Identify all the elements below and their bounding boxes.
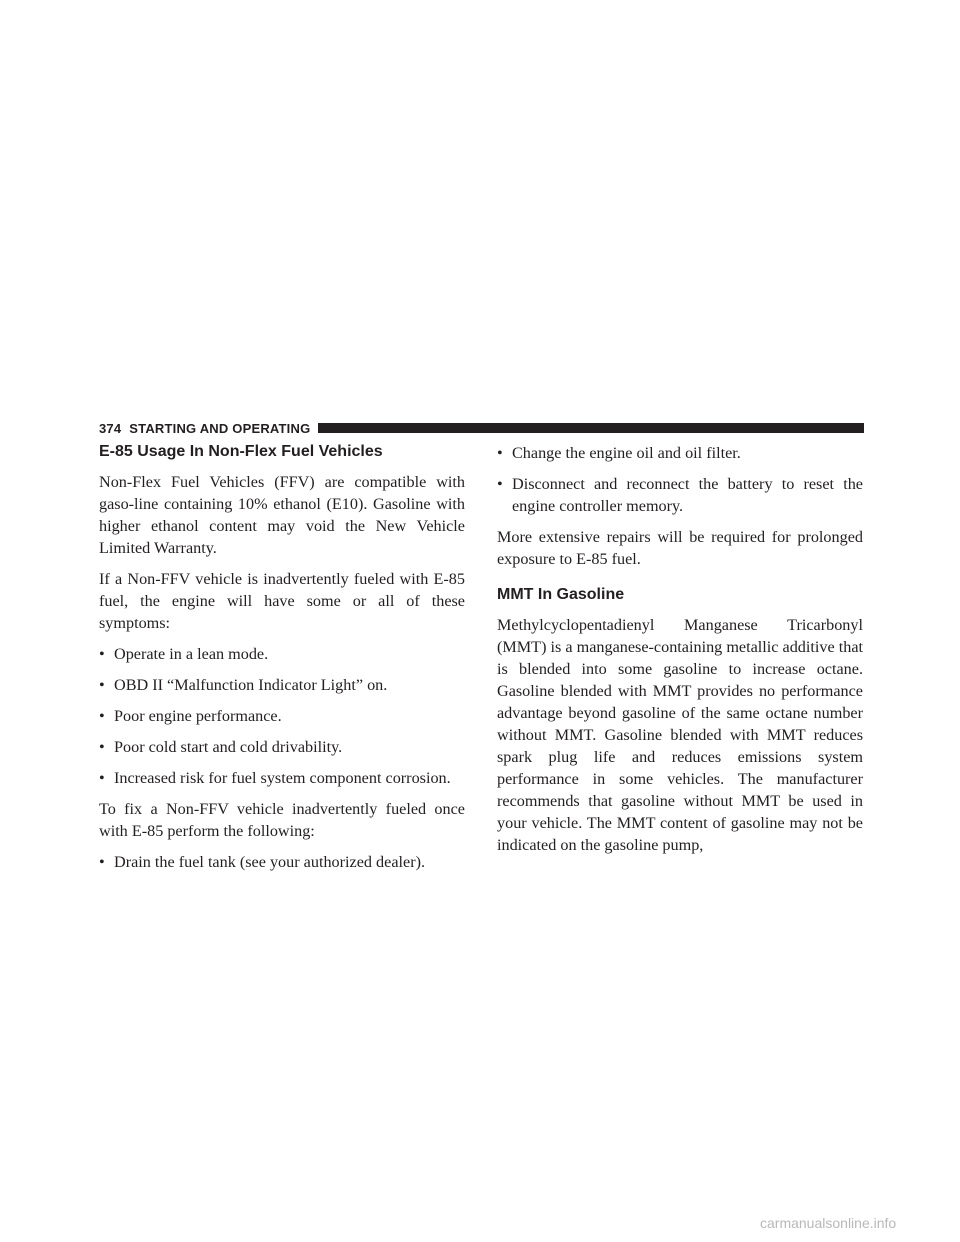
symptom-list-item — [99, 767, 465, 789]
symptom-text: Operate in a lean mode. — [114, 645, 269, 663]
symptom-text: OBD II “Malfunction Indicator Light” on. — [114, 676, 388, 694]
bullet-icon: • — [497, 444, 503, 462]
symptom-text: Poor cold start and cold drivability. — [114, 738, 343, 756]
watermark: carmanualsonline.info — [760, 1215, 897, 1231]
page-header — [99, 418, 864, 438]
mmt-paragraph: Methylcyclopentadienyl Manganese Tricarbonyl (MMT) is a manganese-containing metallic additive that is blended into some gasoline to increase octane. Gasoline blended with MMT provides no performance advantage beyond gasoline of the same octane number without MMT. Gasoline blended with MMT reduces spark plug life and reduces emissions system performance in some vehicles. The manufacturer recommends that gasoline without MMT be used in your vehicle. The MMT content of gasoline may not be indicated on the gasoline pump, — [497, 616, 863, 854]
bullet-icon: • — [497, 475, 503, 493]
right-column — [497, 442, 863, 865]
symptom-text: Increased risk for fuel system component corrosion. — [114, 769, 451, 787]
e85-intro-paragraph: Non-Flex Fuel Vehicles (FFV) are compatible with gaso-line containing 10% ethanol (E10). Gasoline with higher ethanol content may void the New Vehicle Limited Warranty. — [99, 473, 465, 557]
symptom-list-item — [99, 674, 465, 696]
e85-symptoms-intro: If a Non-FFV vehicle is inadvertently fueled with E-85 fuel, the engine will have some or all of these symptoms: — [99, 570, 465, 632]
fix-step-text: Disconnect and reconnect the battery to reset the engine controller memory. — [512, 475, 863, 515]
e85-exposure-paragraph: More extensive repairs will be required for prolonged exposure to E-85 fuel. — [497, 528, 863, 568]
fix-step-list-item — [497, 442, 863, 464]
header-rule — [318, 423, 864, 433]
fix-step-text: Drain the fuel tank (see your authorized dealer). — [114, 853, 426, 871]
symptom-text: Poor engine performance. — [114, 707, 282, 725]
bullet-icon: • — [99, 676, 105, 694]
symptom-list-item — [99, 643, 465, 665]
section-title: STARTING AND OPERATING — [129, 420, 311, 436]
bullet-icon: • — [99, 707, 105, 725]
mmt-heading: MMT In Gasoline — [497, 586, 625, 603]
e85-heading: E-85 Usage In Non-Flex Fuel Vehicles — [99, 443, 383, 460]
fix-step-list-item — [99, 851, 465, 873]
bullet-icon: • — [99, 769, 105, 787]
bullet-icon: • — [99, 645, 105, 663]
bullet-icon: • — [99, 853, 105, 871]
symptom-list-item — [99, 736, 465, 758]
fix-step-text: Change the engine oil and oil filter. — [512, 444, 741, 462]
symptom-list-item — [99, 705, 465, 727]
left-column — [99, 442, 465, 882]
bullet-icon: • — [99, 738, 105, 756]
fix-step-list-item — [497, 473, 863, 517]
e85-fix-intro: To fix a Non-FFV vehicle inadvertently fueled once with E-85 perform the following: — [99, 800, 465, 840]
page-number: 374 — [99, 420, 122, 436]
